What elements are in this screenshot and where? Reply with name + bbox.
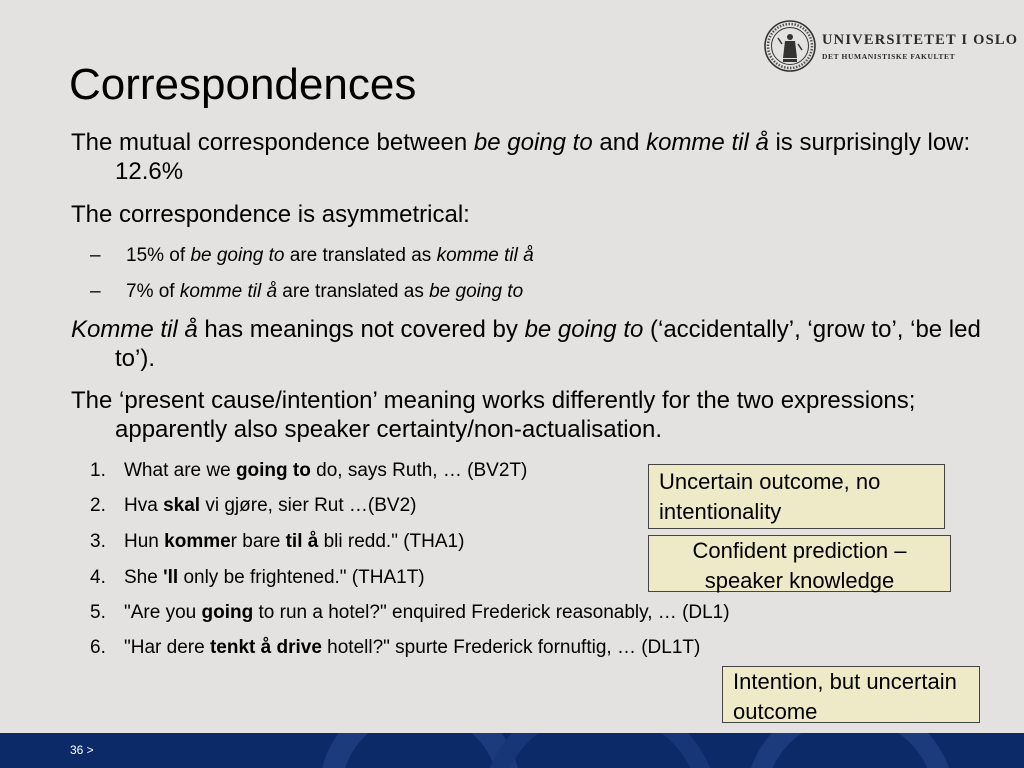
footer-bar: [0, 733, 1024, 768]
page-number: 36 >: [70, 743, 94, 757]
bullet-komme-til-meanings: Komme til å has meanings not covered by be going to (‘accidentally’, ‘grow to’, ‘be led to’).: [71, 316, 981, 372]
note-uncertain-outcome: Uncertain outcome, no intentionality: [648, 464, 945, 529]
note-confident-prediction: Confident prediction – speaker knowledge: [648, 535, 951, 592]
university-logo: [764, 20, 1019, 74]
logo-subtitle: DET HUMANISTISKE FAKULTET: [822, 52, 956, 61]
example-item: 5. "Are you going to run a hotel?" enquired Frederick reasonably, … (DL1): [90, 602, 730, 623]
example-item: 4. She 'll only be frightened." (THA1T): [90, 567, 425, 588]
university-seal-icon: [764, 20, 816, 72]
sub-bullet-7-percent: – 7% of komme til å are translated as be going to: [90, 281, 524, 302]
example-item: 2. Hva skal vi gjøre, sier Rut …(BV2): [90, 495, 417, 516]
bullet-present-cause: The ‘present cause/intention’ meaning works differently for the two expressions; apparently also speaker certainty/non-actualisation.: [71, 387, 916, 443]
example-item: 1. What are we going to do, says Ruth, … (BV2T): [90, 460, 528, 481]
logo-title: UNIVERSITETET I OSLO: [822, 32, 1019, 48]
example-item: 6. "Har dere tenkt å drive hotell?" spurte Frederick fornuftig, … (DL1T): [90, 637, 701, 658]
slide-title: Correspondences: [69, 60, 417, 109]
example-item: 3. Hun kommer bare til å bli redd." (THA1): [90, 531, 465, 552]
bullet-asymmetrical: The correspondence is asymmetrical:: [71, 201, 470, 228]
footer-pattern-icon: [0, 733, 1024, 768]
sub-bullet-15-percent: – 15% of be going to are translated as komme til å: [90, 245, 534, 266]
bullet-mutual-correspondence: The mutual correspondence between be going to and komme til å is surprisingly low: 12.6%: [71, 129, 971, 185]
note-intention-uncertain: Intention, but uncertain outcome: [722, 666, 980, 723]
